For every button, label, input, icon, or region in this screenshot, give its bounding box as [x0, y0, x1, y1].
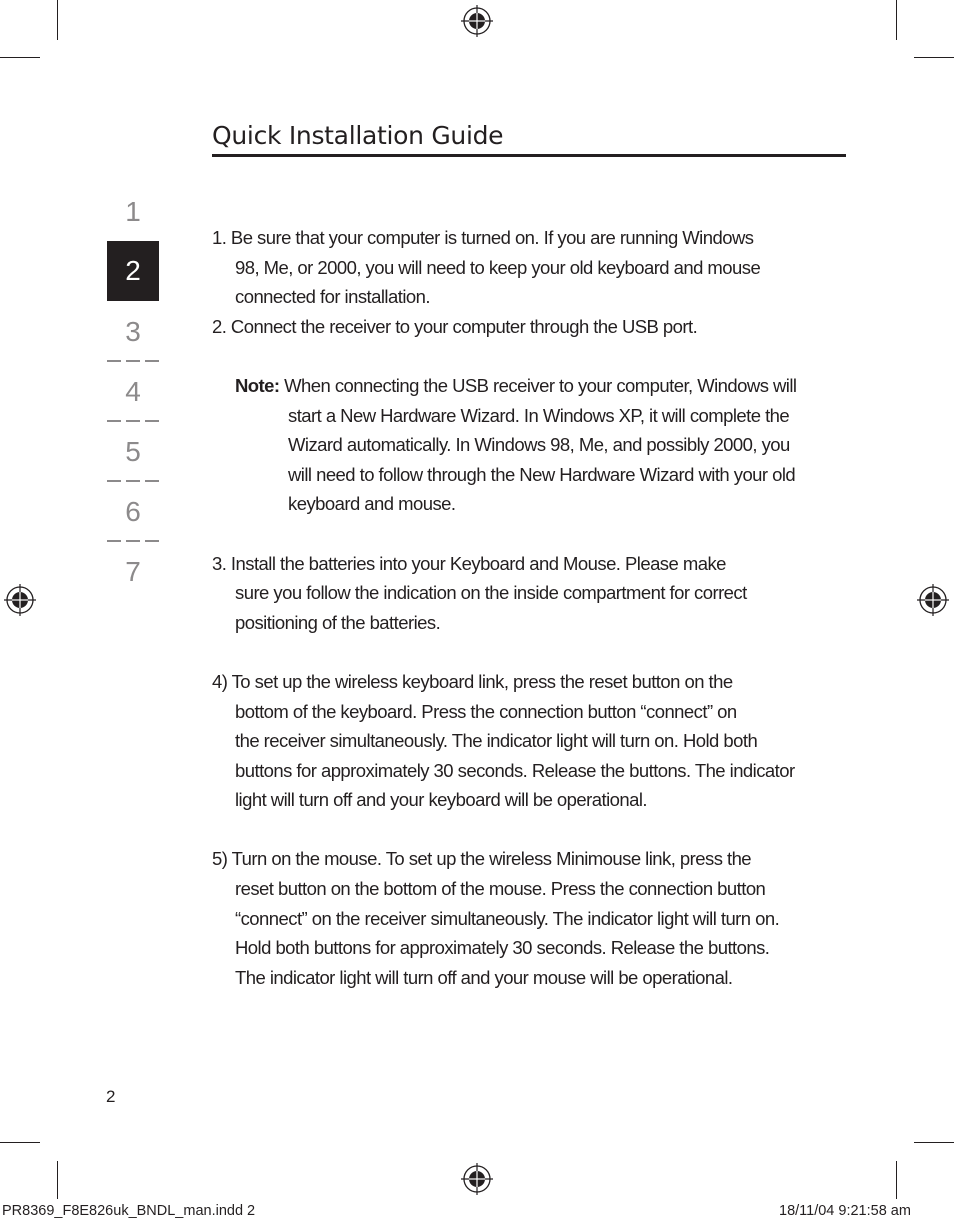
print-slug-filename: PR8369_F8E826uk_BNDL_man.indd 2: [2, 1203, 256, 1219]
step-1-line: connected for installation.: [235, 286, 430, 308]
chapter-number-2-active: 2: [107, 241, 159, 301]
crop-mark-bottom-left-horizontal: [0, 1142, 40, 1143]
crop-mark-top-left-vertical: [57, 0, 58, 40]
chapter-number-5: 5: [125, 436, 141, 467]
step-5-line: The indicator light will turn off and your mouse will be operational.: [235, 966, 733, 988]
step-3-line: sure you follow the indication on the inside compartment for correct: [235, 582, 747, 604]
spacer: [212, 519, 852, 549]
crop-mark-bottom-right-vertical: [896, 1161, 897, 1199]
step-1-line: 98, Me, or 2000, you will need to keep your old keyboard and mouse: [235, 256, 761, 278]
note-line: will need to follow through the New Hardware Wizard with your old: [288, 463, 796, 485]
note-label: Note:: [235, 374, 280, 396]
note-line: Wizard automatically. In Windows 98, Me, and possibly 2000, you: [288, 434, 790, 456]
registration-mark-icon: [461, 5, 493, 37]
page-title: Quick Installation Guide: [212, 121, 504, 150]
step-5-line: Hold both buttons for approximately 30 seconds. Release the buttons.: [235, 937, 770, 959]
registration-mark-icon: [461, 1163, 493, 1195]
crop-mark-bottom-left-vertical: [57, 1161, 58, 1199]
crop-mark-top-right-horizontal: [914, 57, 954, 58]
note-block: [212, 371, 852, 519]
crop-mark-bottom-right-horizontal: [914, 1142, 954, 1143]
step-5-line: 5) Turn on the mouse. To set up the wireless Minimouse link, press the: [212, 848, 752, 870]
print-slug-datetime: 18/11/04 9:21:58 am: [779, 1203, 911, 1219]
page-number: 2: [106, 1087, 116, 1106]
step-5: [212, 844, 852, 992]
chapter-number-7: 7: [125, 556, 141, 587]
step-3-line: positioning of the batteries.: [235, 611, 441, 633]
step-2: [212, 312, 852, 342]
step-5-line: reset button on the bottom of the mouse. Press the connection button: [235, 878, 766, 900]
step-4-line: 4) To set up the wireless keyboard link, press the reset button on the: [212, 670, 733, 692]
note-line: When connecting the USB receiver to your computer, Windows will: [284, 374, 797, 396]
step-3-line: 3. Install the batteries into your Keyboard and Mouse. Please make: [212, 552, 726, 574]
chapter-number-1: 1: [125, 196, 141, 227]
spacer: [212, 637, 852, 667]
chapter-number-3: 3: [125, 316, 141, 347]
step-4-line: buttons for approximately 30 seconds. Release the buttons. The indicator: [235, 759, 795, 781]
step-3: [212, 549, 852, 638]
crop-mark-top-right-vertical: [896, 0, 897, 40]
step-4-line: bottom of the keyboard. Press the connection button “connect” on: [235, 700, 737, 722]
step-4-line: the receiver simultaneously. The indicator light will turn on. Hold both: [235, 730, 758, 752]
chapter-number-4: 4: [125, 376, 141, 407]
step-1: [212, 223, 852, 312]
registration-mark-icon: [917, 584, 949, 616]
spacer: [212, 815, 852, 845]
note-line: start a New Hardware Wizard. In Windows XP, it will complete the: [288, 404, 790, 426]
step-1-line: 1. Be sure that your computer is turned on. If you are running Windows: [212, 227, 754, 248]
step-2-line: 2. Connect the receiver to your computer through the USB port.: [212, 315, 698, 337]
step-4: [212, 667, 852, 815]
step-5-line: “connect” on the receiver simultaneously. The indicator light will turn on.: [235, 907, 780, 929]
crop-mark-top-left-horizontal: [0, 57, 40, 58]
chapter-number-6: 6: [125, 496, 141, 527]
title-underline: [212, 154, 846, 157]
registration-mark-icon: [4, 584, 36, 616]
note-line: keyboard and mouse.: [288, 493, 456, 515]
instructions-body: [212, 223, 852, 992]
spacer: [212, 341, 852, 371]
step-4-line: light will turn off and your keyboard will be operational.: [235, 789, 648, 811]
